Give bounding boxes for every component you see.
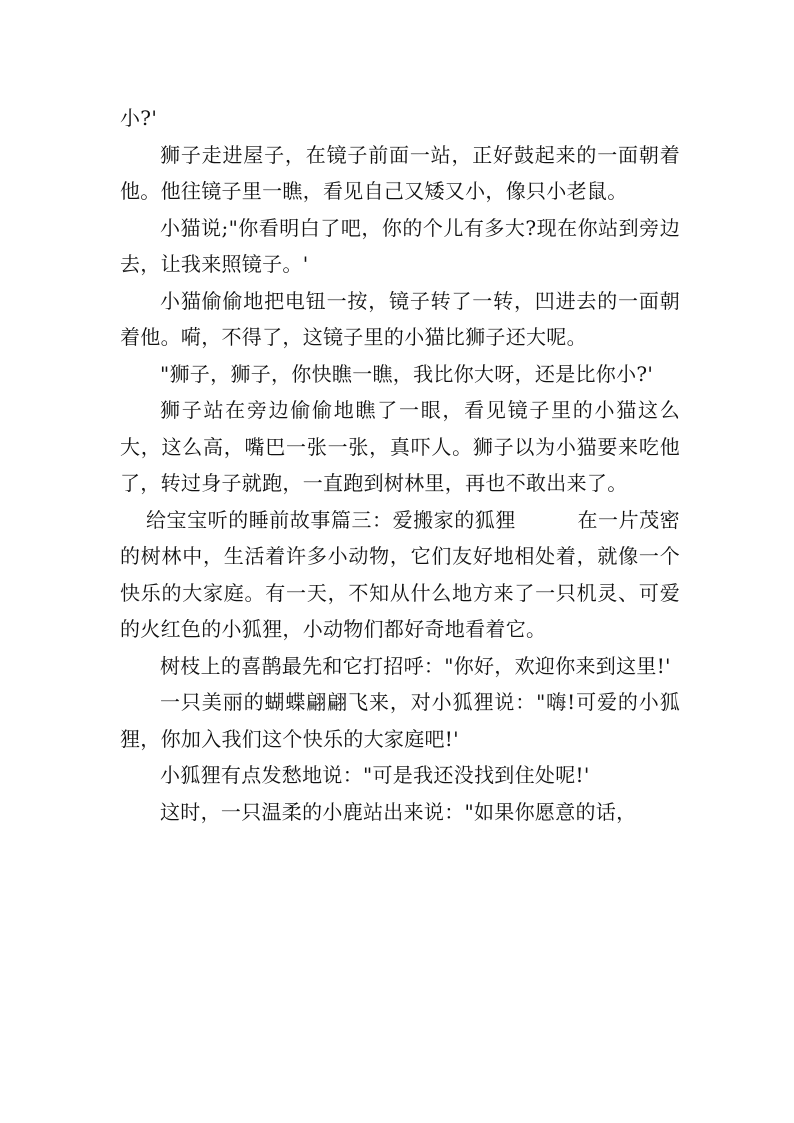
paragraph-1: 小?' bbox=[120, 106, 158, 130]
paragraph-11: 这时，一只温柔的小鹿站出来说："如果你愿意的话， bbox=[160, 799, 637, 824]
paragraph-7-section-heading: 给宝宝听的睡前故事篇三：爱搬家的狐狸 在一片茂密的树林中，生活着许多小动物，它们友好地相处着，就像一个快乐的大家庭。有一天，不知从什么地方来了一只机灵、可爱的火红色的小狐狸，小动物们都好奇地看着它。 bbox=[120, 507, 680, 641]
paragraph-9: 一只美丽的蝴蝶翩翩飞来，对小狐狸说："嗨!可爱的小狐狸，你加入我们这个快乐的大家庭吧!' bbox=[120, 690, 680, 751]
paragraph-6: 狮子站在旁边偷偷地瞧了一眼，看见镜子里的小猫这么大，这么高，嘴巴一张一张，真吓人。狮子以为小猫要来吃他了，转过身子就跑，一直跑到树林里，再也不敢出来了。 bbox=[120, 398, 680, 495]
paragraph-10: 小狐狸有点发愁地说："可是我还没找到住处呢!' bbox=[160, 763, 590, 787]
paragraph-4: 小猫偷偷地把电钮一按，镜子转了一转，凹进去的一面朝着他。嗬，不得了，这镜子里的小猫比狮子还大呢。 bbox=[120, 288, 680, 349]
story-text bbox=[120, 100, 680, 830]
paragraph-2: 狮子走进屋子，在镜子前面一站，正好鼓起来的一面朝着他。他往镜子里一瞧，看见自己又矮又小，像只小老鼠。 bbox=[120, 142, 680, 203]
paragraph-5: "狮子，狮子，你快瞧一瞧，我比你大呀，还是比你小?' bbox=[160, 361, 654, 386]
paragraph-3: 小猫说;"你看明白了吧，你的个儿有多大?现在你站到旁边去，让我来照镜子。' bbox=[120, 215, 680, 276]
paragraph-8: 树枝上的喜鹊最先和它打招呼："你好，欢迎你来到这里!' bbox=[160, 653, 671, 678]
